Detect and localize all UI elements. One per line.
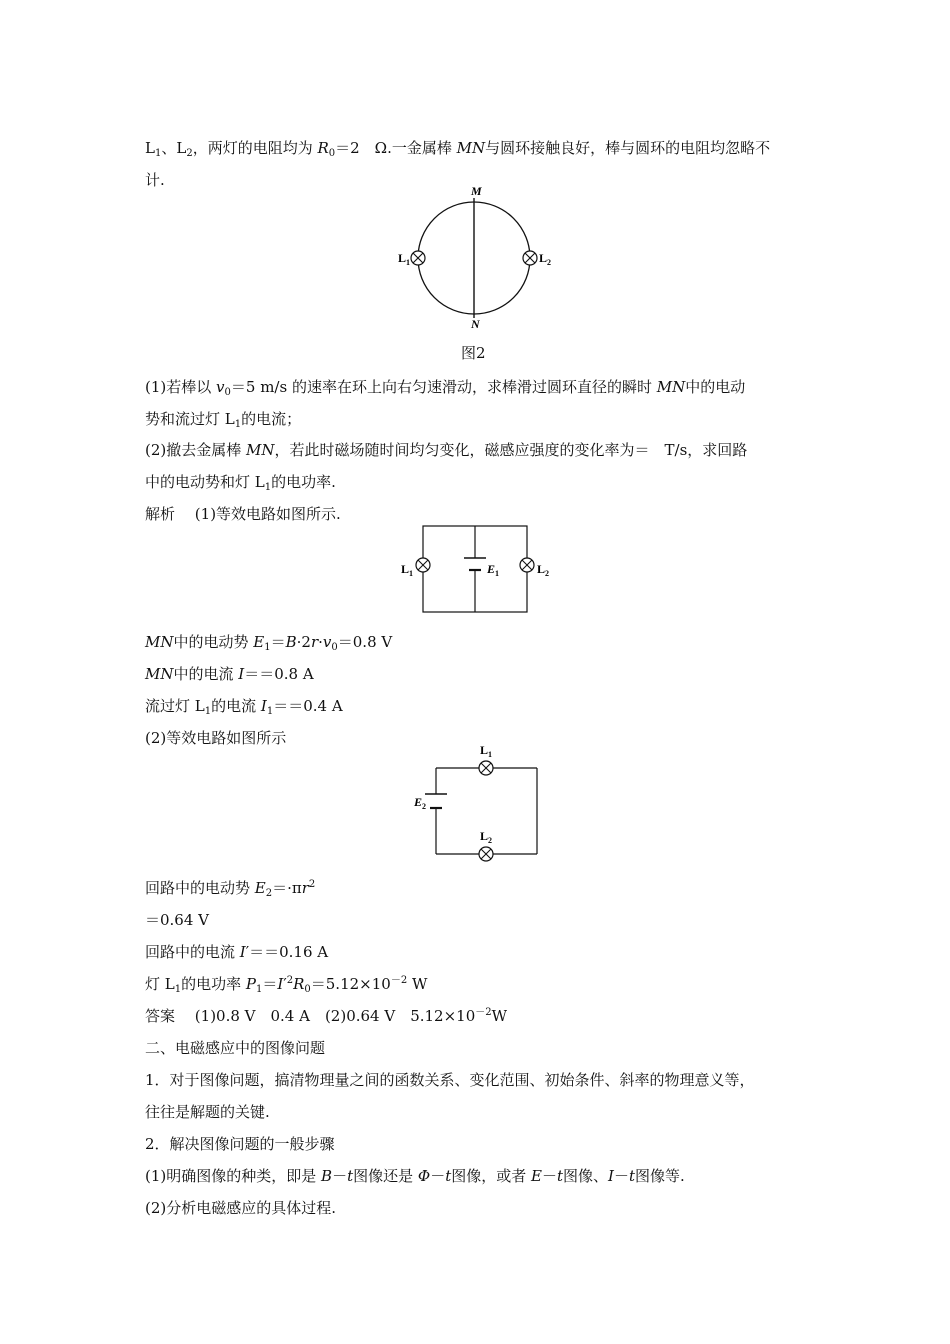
circuit-2-diagram — [408, 742, 548, 862]
current-loop-line: 回路中的电流 I′＝＝0.16 A — [145, 943, 329, 961]
lamp-l1-icon — [479, 761, 493, 775]
emf-loop-result: ＝0.64 V — [145, 911, 209, 929]
lamp-l2-icon — [520, 558, 534, 572]
lamp-l2-icon — [523, 251, 537, 265]
figure-2-ring-diagram — [390, 182, 570, 332]
lamp-l2-icon — [479, 847, 493, 861]
step-1-line: (1)明确图像的种类，即是 B－t图像还是 Φ－t图像，或者 E－t图像、I－t图像等. — [145, 1167, 685, 1185]
step-2-line: (2)分析电磁感应的具体过程. — [145, 1199, 337, 1217]
emf-mn-line: MN中的电动势 $E_1=B\cdot 2r\cdot v_0=0.8$ V — [145, 633, 393, 653]
item-1-line-1: 1．对于图像问题，搞清物理量之间的函数关系、变化范围、初始条件、斜率的物理意义等， — [145, 1071, 755, 1089]
label-l2: $L_2$ — [537, 562, 550, 578]
label-l2: $L_2$ — [539, 251, 552, 267]
label-l2: $L_2$ — [480, 829, 493, 845]
lamp-l1-icon — [416, 558, 430, 572]
circuit-1-diagram — [395, 518, 565, 618]
label-l1: $L_1$ — [398, 251, 411, 267]
intro-line-2: 计. — [145, 171, 165, 189]
label-e1: $E_1$ — [487, 562, 500, 578]
item-1-line-2: 往往是解题的关键. — [145, 1103, 270, 1121]
answer-label: 答案 — [145, 1007, 176, 1025]
battery-e1-icon — [464, 558, 486, 570]
label-m: M — [471, 184, 482, 198]
label-l1: $L_1$ — [480, 743, 493, 759]
current-l1-line: 流过灯 $L_1$的电流 $I_1==0.4$ A — [145, 697, 343, 717]
section-2-heading: 二、电磁感应中的图像问题 — [145, 1039, 326, 1057]
question-2-line-1: (2)撤去金属棒 MN，若此时磁场随时间均匀变化，磁感应强度的变化率为＝ T/s，求回路 — [145, 441, 748, 459]
label-e2: $E_2$ — [414, 795, 427, 811]
battery-e2-icon — [425, 794, 447, 808]
lamp-l1-icon — [411, 251, 425, 265]
part-2-line: (2)等效电路如图所示 — [145, 729, 287, 747]
figure-2-caption: 图2 — [461, 344, 486, 362]
intro-line-1: $L_1$、$L_2$，两灯的电阻均为 $R_0=2$ Ω.一金属棒 MN与圆环接触良好，棒与圆环的电阻均忽略不 — [145, 139, 771, 159]
question-1-line-1: (1)若棒以 $v_0=5$ m/s 的速率在环上向右匀速滑动，求棒滑过圆环直径的瞬时 MN中的电动 — [145, 378, 746, 398]
current-mn-line: MN中的电流 I＝＝0.8 A — [145, 665, 314, 683]
power-l1-line: 灯 $L_1$的电功率 $P_1=I'^2R_0=5.12\times 10^{-2}$ W — [145, 975, 428, 995]
label-n: N — [471, 317, 480, 331]
item-2-line: 2．解决图像问题的一般步骤 — [145, 1135, 335, 1153]
analysis-line: 解析 (1)等效电路如图所示. — [145, 505, 341, 523]
question-1-line-2: 势和流过灯 $L_1$的电流； — [145, 410, 302, 430]
emf-loop-line: 回路中的电动势 $E_2=\cdot\pi r^2$ — [145, 879, 316, 899]
question-2-line-2: 中的电动势和灯 $L_1$的电功率. — [145, 473, 336, 493]
label-l1: $L_1$ — [401, 562, 414, 578]
analysis-label: 解析 — [145, 505, 176, 523]
answer-line: 答案 (1)0.8 V 0.4 A (2)0.64 V $5.12\times 10^{-2}W$ — [145, 1007, 508, 1025]
